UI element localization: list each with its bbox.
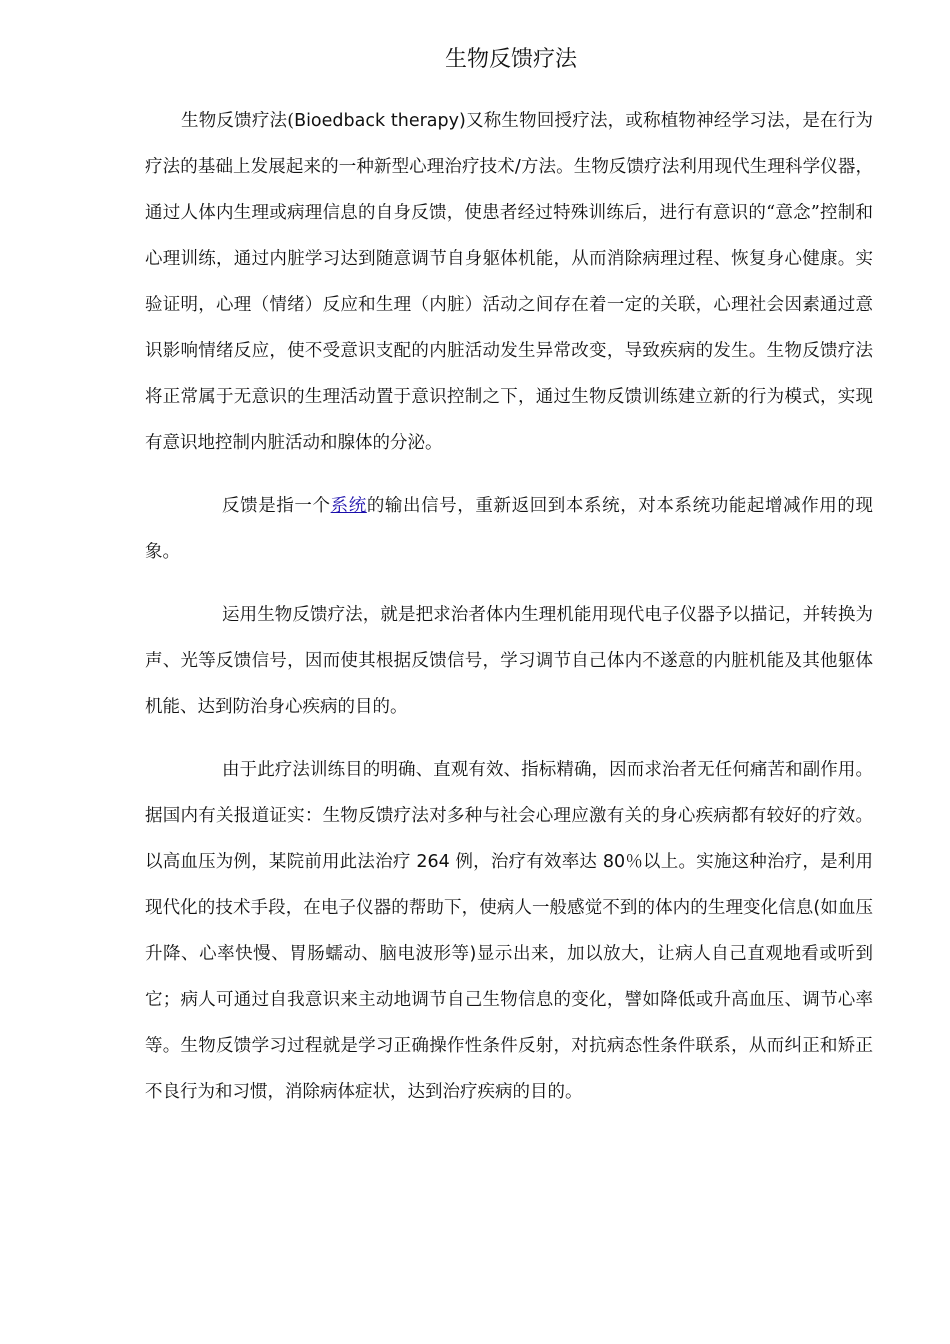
system-link[interactable]: 系统 xyxy=(330,496,367,516)
text-run: 如血压升降、心率快慢、胃肠蠕动、脑电波形等 xyxy=(145,898,874,964)
efficacy-rate: 80 xyxy=(597,852,626,872)
text-run: 运用生物反馈疗法，就是把求治者体内生理机能用现代电子仪器予以描记，并转换为声、光等反馈信号，因而使其根据反馈信号，学习调节自己体内不遂意的内脏机能及其他躯体机能、达到防治身心疾病的目的。 xyxy=(145,605,873,717)
text-run: 显示出来，加以放大，让病人自己直观地看或听到它；病人可通过自我意识来主动地调节自己生物信息的变化，譬如降低或升高血压、调节心率等。生物反馈学习过程就是学习正确操作性条件反射，对抗病态性条件联系，从而纠正和矫正不良行为和习惯，消除病体症状，达到治疗疾病的目的。 xyxy=(145,944,874,1102)
text-run: 生物反馈疗法( xyxy=(181,111,295,131)
text-run: 例，治疗有效率达 xyxy=(455,852,598,872)
text-run: ％以上。实施这种治疗，是利用现代化的技术手段，在电子仪器的帮助下，使病人一般感觉不到的体内的生理变化信息 xyxy=(145,852,873,918)
paragraph-intro xyxy=(145,98,873,466)
paren-open: ( xyxy=(813,898,821,918)
text-run: 又称生物回授疗法，或称植物神经学习法，是在行为疗法的基础上发展起来的一种新型心理治疗技术 xyxy=(145,111,874,177)
text-run: 反馈是指一个 xyxy=(222,496,331,516)
document-page xyxy=(145,40,873,1115)
slash-char: / xyxy=(514,157,521,177)
text-run: 的输出信号，重新返回到本系统，对本系统功能起增减作用的现象。 xyxy=(145,496,874,562)
text-run: 方法。生物反馈疗法利用现代生理科学仪器，通过人体内生理或病理信息的自身反馈，使患者经过特殊训练后，进行有意识的“意念”控制和心理训练，通过内脏学习达到随意调节自身躯体机能，从而消除病理过程、恢复身心健康。实验证明，心理（情绪）反应和生理（内脏）活动之间存在着一定的关联，心理社会因素通过意识影响情绪反应，使不受意识支配的内脏活动发生异常改变，导致疾病的发生。生物反馈疗法将正常属于无意识的生理活动置于意识控制之下，通过生物反馈训练建立新的行为模式，实现有意识地控制内脏活动和腺体的分泌。 xyxy=(145,157,874,453)
page-title: 生物反馈疗法 xyxy=(444,47,577,72)
paren-close: ) xyxy=(469,944,477,964)
paragraph-feedback-definition xyxy=(145,483,873,575)
paragraph-application xyxy=(145,592,873,730)
text-run: 由于此疗法训练目的明确、直观有效、指标精确，因而求治者无任何痛苦和副作用。据国内有关报道证实：生物反馈疗法对多种与社会心理应激有关的身心疾病都有较好的疗效。以高血压为例，某院前用此法治疗 xyxy=(145,760,873,872)
case-count: 264 xyxy=(410,852,456,872)
paragraph-efficacy xyxy=(145,747,873,1115)
english-term: Bioedback therapy) xyxy=(294,111,466,131)
